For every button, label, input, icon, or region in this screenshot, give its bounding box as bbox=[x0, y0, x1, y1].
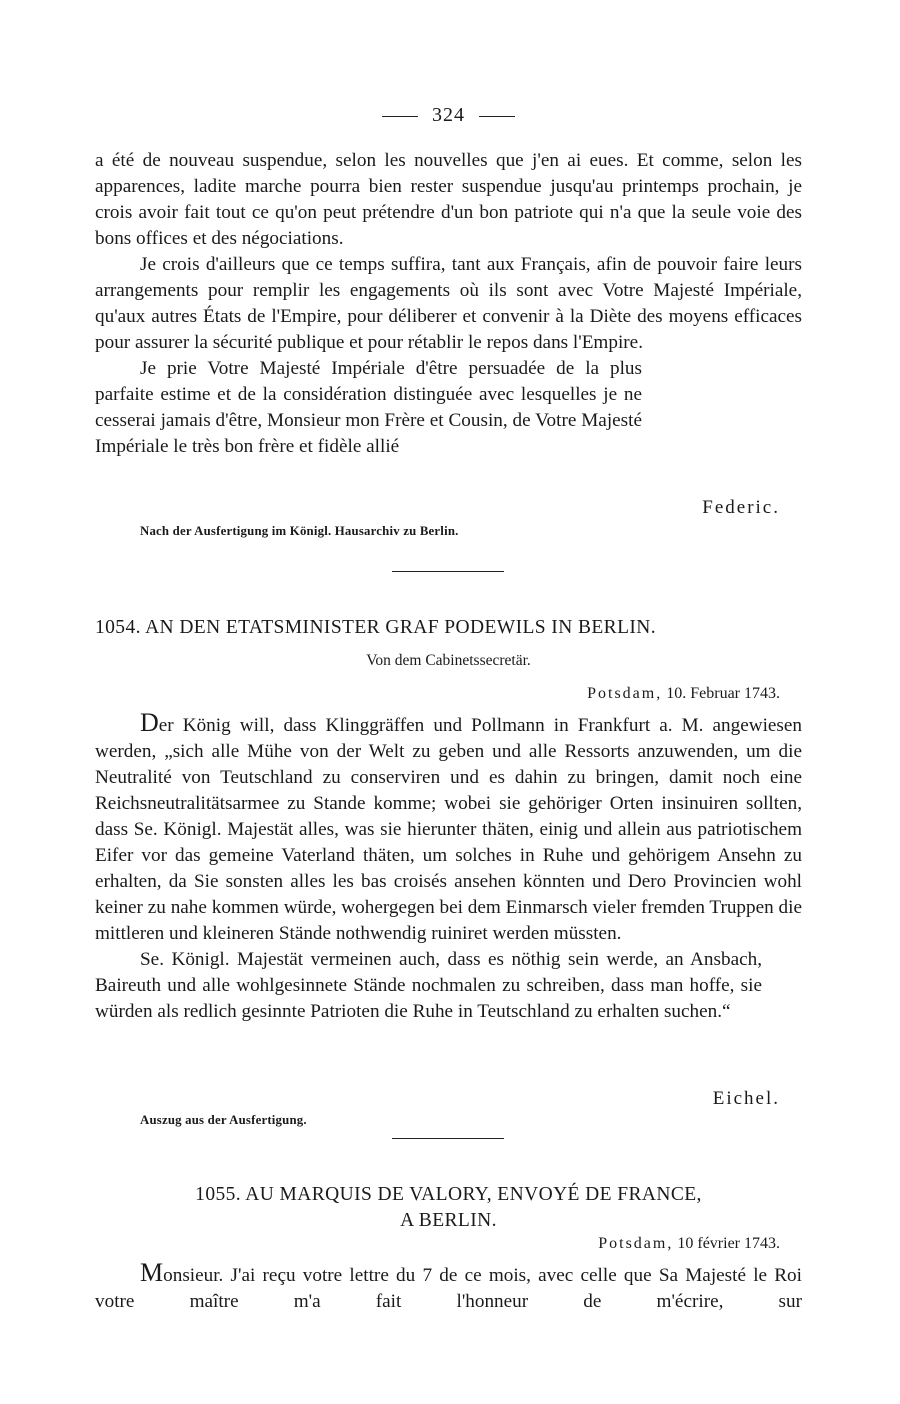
letter-heading bbox=[95, 615, 802, 641]
letter-date bbox=[598, 1235, 780, 1253]
paragraph: Je crois d'ailleurs que ce temps suffira, tant aux Français, afin de pouvoir faire leurs arrangements pour remplir les engagements où ils sont avec Votre Majesté Impériale, qu'aux autres États de l'Empire, pour déliberer et convenir à la Diète des moyens efficaces pour assurer la sécurité publique et pour rétablir le repos dans l'Empire. bbox=[95, 254, 802, 353]
letter-title: AN DEN ETATSMINISTER GRAF PODEWILS IN BERLIN. bbox=[145, 617, 657, 638]
paragraph: Se. Königl. Majestät vermeinen auch, dass es nöthig sein werde, an Ansbach, Baireuth und alle wohlgesinnete Stände nochmalen zu schreiben, dass man hoffe, sie würden als redlich gesinnte Patrioten die Ruhe in Teutschland zu erhalten suchen.“ bbox=[95, 949, 762, 1022]
page-number-dash-left bbox=[382, 116, 418, 117]
date-value: 10. Februar 1743. bbox=[666, 685, 780, 702]
letter-title: AU MARQUIS DE VALORY, ENVOYÉ DE FRANCE, bbox=[245, 1184, 702, 1205]
section-divider bbox=[392, 571, 504, 572]
letter-heading bbox=[95, 1182, 802, 1234]
letter-title-line: A BERLIN. bbox=[400, 1210, 497, 1231]
paragraph: Monsieur. J'ai reçu votre lettre du 7 de ce mois, avec celle que Sa Majesté le Roi votre maître m'a fait l'honneur de m'écrire, sur bbox=[95, 1258, 802, 1312]
page-number: 324 bbox=[95, 104, 802, 127]
section-divider bbox=[392, 1138, 504, 1139]
letter-body bbox=[95, 1260, 802, 1315]
continuation-text bbox=[95, 148, 802, 460]
date-place: Potsdam, bbox=[587, 685, 663, 702]
date-value: 10 février 1743. bbox=[677, 1235, 780, 1252]
paragraph: a été de nouveau suspendue, selon les nouvelles que j'en ai eues. Et comme, selon les apparences, ladite marche pourra bien rester suspendue jusqu'au printemps prochain, je crois avoir fait tout ce qu'on peut prétendre d'un bon patriote qui n'a que la seule voie des bons offices et des négociations. bbox=[95, 150, 802, 249]
letter-title-line bbox=[95, 1182, 802, 1208]
page-number-dash-right bbox=[479, 116, 515, 117]
letter-body bbox=[95, 710, 802, 1025]
letter-date bbox=[587, 685, 780, 703]
letter-number: 1054. bbox=[95, 617, 141, 638]
signature: Federic. bbox=[702, 497, 780, 518]
paragraph: Je prie Votre Majesté Impériale d'être persuadée de la plus parfaite estime et de la considération distinguée avec lesquelles je ne cesserai jamais d'être, Monsieur mon Frère et Cousin, de Votre Majesté Impériale le très bon frère et fidèle allié bbox=[95, 358, 642, 457]
signature: Eichel. bbox=[712, 1088, 780, 1109]
letter-number: 1055. bbox=[195, 1184, 242, 1205]
paragraph: Der König will, dass Klinggräffen und Pollmann in Frankfurt a. M. angewiesen werden, „sich alle Mühe von der Welt zu geben und alle Ressorts anzuwenden, um die Neutralité von Teutschland zu conserviren und es dahin zu bringen, damit noch eine Reichsneutralitätsarmee zu Stande komme; wobei sie gehöriger Orten insinuiren sollten, dass Se. Königl. Majestät alles, was sie hierunter thäten, einig und allein aus patriotischem Eifer vor das gemeine Vaterland thäten, um solches in Ruhe und gehörigem Ansehn zu erhalten, da Sie sonsten alles les bas croisés ansehen könnten und Dero Provincien wohl keiner zu nahe kommen würde, wohergegen bei dem Einmarsch vieler fremden Truppen die mittleren und kleineren Stände nothwendig ruiniret werden müssten. bbox=[95, 708, 802, 944]
source-note: Nach der Ausfertigung im Königl. Hausarchiv zu Berlin. bbox=[140, 524, 459, 538]
source-note: Auszug aus der Ausfertigung. bbox=[140, 1113, 307, 1127]
date-place: Potsdam, bbox=[598, 1235, 674, 1252]
letter-subtitle: Von dem Cabinetssecretär. bbox=[366, 652, 531, 669]
